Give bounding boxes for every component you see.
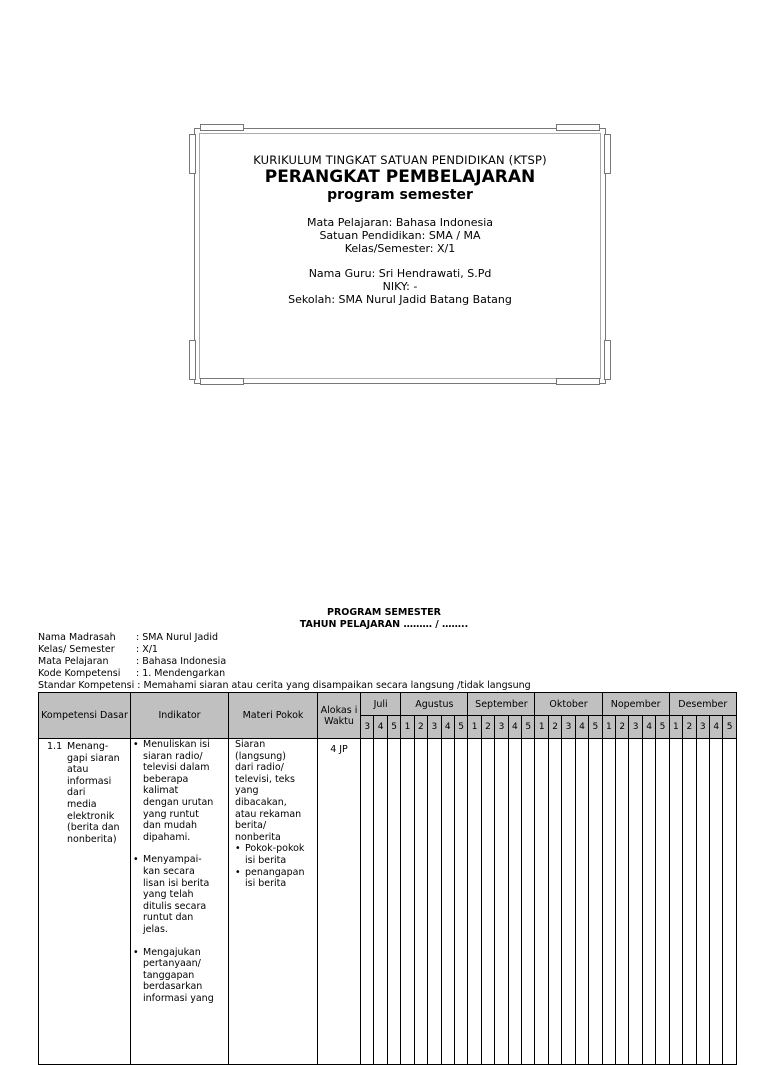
week-header: 5 xyxy=(656,716,669,739)
materi-line: televisi, teks xyxy=(235,773,295,785)
cover-guru: Nama Guru: Sri Hendrawati, S.Pd xyxy=(308,267,492,280)
week-header: 3 xyxy=(696,716,709,739)
schedule-table xyxy=(38,692,737,1065)
indikator-cell xyxy=(131,739,229,1065)
week-cell xyxy=(454,739,467,1065)
meta-label: Kelas/ Semester xyxy=(38,644,115,655)
week-cell xyxy=(374,739,387,1065)
cover-program: program semester xyxy=(327,187,473,203)
month-header: September xyxy=(468,693,535,716)
week-cell xyxy=(629,739,642,1065)
meta-label: Kode Kompetensi xyxy=(38,668,121,679)
week-header: 4 xyxy=(575,716,588,739)
header-indikator: Indikator xyxy=(131,693,229,739)
week-cell xyxy=(656,739,669,1065)
indikator-line: yang runtut xyxy=(143,808,199,820)
indikator-line: televisi dalam xyxy=(143,762,210,774)
side-tab-decoration xyxy=(604,340,611,380)
week-header: 2 xyxy=(414,716,427,739)
week-header: 1 xyxy=(401,716,414,739)
week-header: 1 xyxy=(669,716,682,739)
kd-text-line: media xyxy=(67,798,97,810)
week-cell xyxy=(562,739,575,1065)
side-tab-decoration xyxy=(189,340,196,380)
meta-row xyxy=(38,668,225,679)
week-cell xyxy=(723,739,736,1065)
materi-line: atau rekaman xyxy=(235,808,302,820)
week-header: 1 xyxy=(602,716,615,739)
kd-text xyxy=(67,741,128,845)
meta-label: Nama Madrasah xyxy=(38,632,116,643)
kd-text-line: gapi siaran xyxy=(67,752,120,764)
week-header: 1 xyxy=(468,716,481,739)
indikator-item xyxy=(133,947,226,1005)
indikator-item xyxy=(133,854,226,935)
week-cell xyxy=(669,739,682,1065)
week-cell xyxy=(616,739,629,1065)
meta-label: Mata Pelajaran xyxy=(38,656,109,667)
week-header: 2 xyxy=(616,716,629,739)
week-cell xyxy=(683,739,696,1065)
week-cell xyxy=(696,739,709,1065)
week-header: 3 xyxy=(361,716,374,739)
materi-bullet-line: isi berita xyxy=(245,854,287,866)
cover-mapel: Mata Pelajaran: Bahasa Indonesia xyxy=(307,216,493,229)
kd-text-line: dari xyxy=(67,787,86,799)
cover-box xyxy=(194,128,606,384)
week-cell xyxy=(361,739,374,1065)
week-header: 4 xyxy=(642,716,655,739)
standar-kompetensi: Standar Kompetensi : Memahami siaran atau cerita yang disampaikan secara langsung /tidak langsung xyxy=(38,680,531,691)
week-cell xyxy=(481,739,494,1065)
cover-niky: NIKY: - xyxy=(382,280,418,293)
week-cell xyxy=(709,739,722,1065)
week-header: 5 xyxy=(454,716,467,739)
meta-value: : SMA Nurul Jadid xyxy=(136,632,219,643)
indikator-line: runtut dan xyxy=(143,912,194,924)
week-cell xyxy=(441,739,454,1065)
materi-pokok-cell xyxy=(229,739,318,1065)
tahun-pelajaran: TAHUN PELAJARAN ……… / …….. xyxy=(299,619,469,630)
month-header: Desember xyxy=(669,693,736,716)
corner-decoration xyxy=(556,378,600,385)
week-cell xyxy=(414,739,427,1065)
bullet-icon: • xyxy=(133,854,139,866)
materi-line: (langsung) xyxy=(235,750,286,762)
materi-line: Siaran xyxy=(235,739,266,750)
week-header: 3 xyxy=(495,716,508,739)
indikator-line: pertanyaan/ xyxy=(143,958,201,970)
indikator-line: dan mudah xyxy=(143,820,198,832)
cover-title: PERANGKAT PEMBELAJARAN xyxy=(264,167,536,187)
week-header: 4 xyxy=(441,716,454,739)
meta-value: : Bahasa Indonesia xyxy=(136,656,227,667)
header-materi-pokok: Materi Pokok xyxy=(229,693,318,739)
indikator-line: kan secara xyxy=(143,865,195,877)
month-header: Juli xyxy=(361,693,401,716)
week-header: 5 xyxy=(723,716,736,739)
week-header: 5 xyxy=(589,716,602,739)
week-header: 4 xyxy=(709,716,722,739)
kd-text-line: elektronik xyxy=(67,810,115,822)
materi-item xyxy=(235,867,315,890)
materi-line: dibacakan, xyxy=(235,796,287,808)
corner-decoration xyxy=(556,124,600,131)
indikator-line: dipahami. xyxy=(143,831,191,843)
week-cell xyxy=(401,739,414,1065)
week-cell xyxy=(535,739,548,1065)
week-header: 2 xyxy=(548,716,561,739)
indikator-line: tanggapan xyxy=(143,969,195,981)
week-header: 4 xyxy=(508,716,521,739)
bullet-icon: • xyxy=(235,866,241,878)
week-cell xyxy=(508,739,521,1065)
indikator-line: yang telah xyxy=(143,889,194,901)
week-cell xyxy=(495,739,508,1065)
kd-text-line: informasi xyxy=(67,775,112,787)
indikator-line: beberapa xyxy=(143,773,189,785)
cover-kelas: Kelas/Semester: X/1 xyxy=(344,242,456,255)
cover-satuan: Satuan Pendidikan: SMA / MA xyxy=(319,229,481,242)
week-header: 3 xyxy=(428,716,441,739)
week-header: 3 xyxy=(562,716,575,739)
week-header: 2 xyxy=(683,716,696,739)
meta-value: : X/1 xyxy=(136,644,158,655)
bullet-icon: • xyxy=(133,739,139,750)
indikator-line: kalimat xyxy=(143,785,179,797)
indikator-line: Menuliskan isi xyxy=(143,739,210,750)
header-alokasi-waktu: Alokas i Waktu xyxy=(318,693,361,739)
week-header: 4 xyxy=(374,716,387,739)
week-cell xyxy=(589,739,602,1065)
indikator-line: lisan isi berita xyxy=(143,877,210,889)
indikator-line: dengan urutan xyxy=(143,796,214,808)
materi-item xyxy=(235,843,315,866)
materi-bullet-line: Pokok-pokok xyxy=(245,843,305,855)
week-header: 1 xyxy=(535,716,548,739)
week-cell xyxy=(428,739,441,1065)
materi-bullet-line: penangapan xyxy=(245,866,305,878)
corner-decoration xyxy=(200,378,244,385)
week-cell xyxy=(575,739,588,1065)
kd-number: 1.1 xyxy=(47,741,63,752)
materi-line: yang xyxy=(235,785,259,797)
indikator-line: ditulis secara xyxy=(143,900,207,912)
kd-text-line: nonberita) xyxy=(67,833,117,845)
month-header: Oktober xyxy=(535,693,602,716)
header-kompetensi-dasar: Kompetensi Dasar xyxy=(39,693,131,739)
materi-line: dari radio/ xyxy=(235,762,284,774)
indikator-line: siaran radio/ xyxy=(143,750,203,762)
week-cell xyxy=(602,739,615,1065)
month-header: Nopember xyxy=(602,693,669,716)
kompetensi-dasar-cell xyxy=(39,739,131,1065)
week-header: 2 xyxy=(481,716,494,739)
week-header: 3 xyxy=(629,716,642,739)
program-semester-title: PROGRAM SEMESTER xyxy=(327,607,441,618)
week-header: 5 xyxy=(522,716,535,739)
bullet-icon: • xyxy=(133,946,139,958)
meta-value: : 1. Mendengarkan xyxy=(136,668,226,679)
kd-text-line: Menang- xyxy=(67,741,109,752)
week-cell xyxy=(548,739,561,1065)
week-cell xyxy=(522,739,535,1065)
kd-text-line: atau xyxy=(67,764,89,776)
month-header: Agustus xyxy=(401,693,468,716)
indikator-item xyxy=(133,739,226,843)
materi-bullet-line: isi berita xyxy=(245,878,287,890)
week-header: 5 xyxy=(387,716,400,739)
indikator-line: berdasarkan xyxy=(143,981,203,993)
alokasi-waktu-cell: 4 JP xyxy=(318,739,361,1065)
meta-row xyxy=(38,632,218,643)
indikator-line: jelas. xyxy=(143,923,168,935)
week-cell xyxy=(387,739,400,1065)
indikator-line: Menyampai- xyxy=(143,854,202,866)
indikator-line: Mengajukan xyxy=(143,946,201,958)
meta-row xyxy=(38,644,158,655)
corner-decoration xyxy=(200,124,244,131)
week-cell xyxy=(468,739,481,1065)
kd-text-line: (berita dan xyxy=(67,822,120,834)
materi-line: nonberita xyxy=(235,831,281,843)
cover-sekolah: Sekolah: SMA Nurul Jadid Batang Batang xyxy=(288,293,512,306)
cover-subtitle: KURIKULUM TINGKAT SATUAN PENDIDIKAN (KTSP) xyxy=(253,153,547,167)
bullet-icon: • xyxy=(235,843,241,855)
meta-row xyxy=(38,656,226,667)
indikator-line: informasi yang xyxy=(143,992,214,1004)
week-cell xyxy=(642,739,655,1065)
materi-line: berita/ xyxy=(235,820,267,832)
